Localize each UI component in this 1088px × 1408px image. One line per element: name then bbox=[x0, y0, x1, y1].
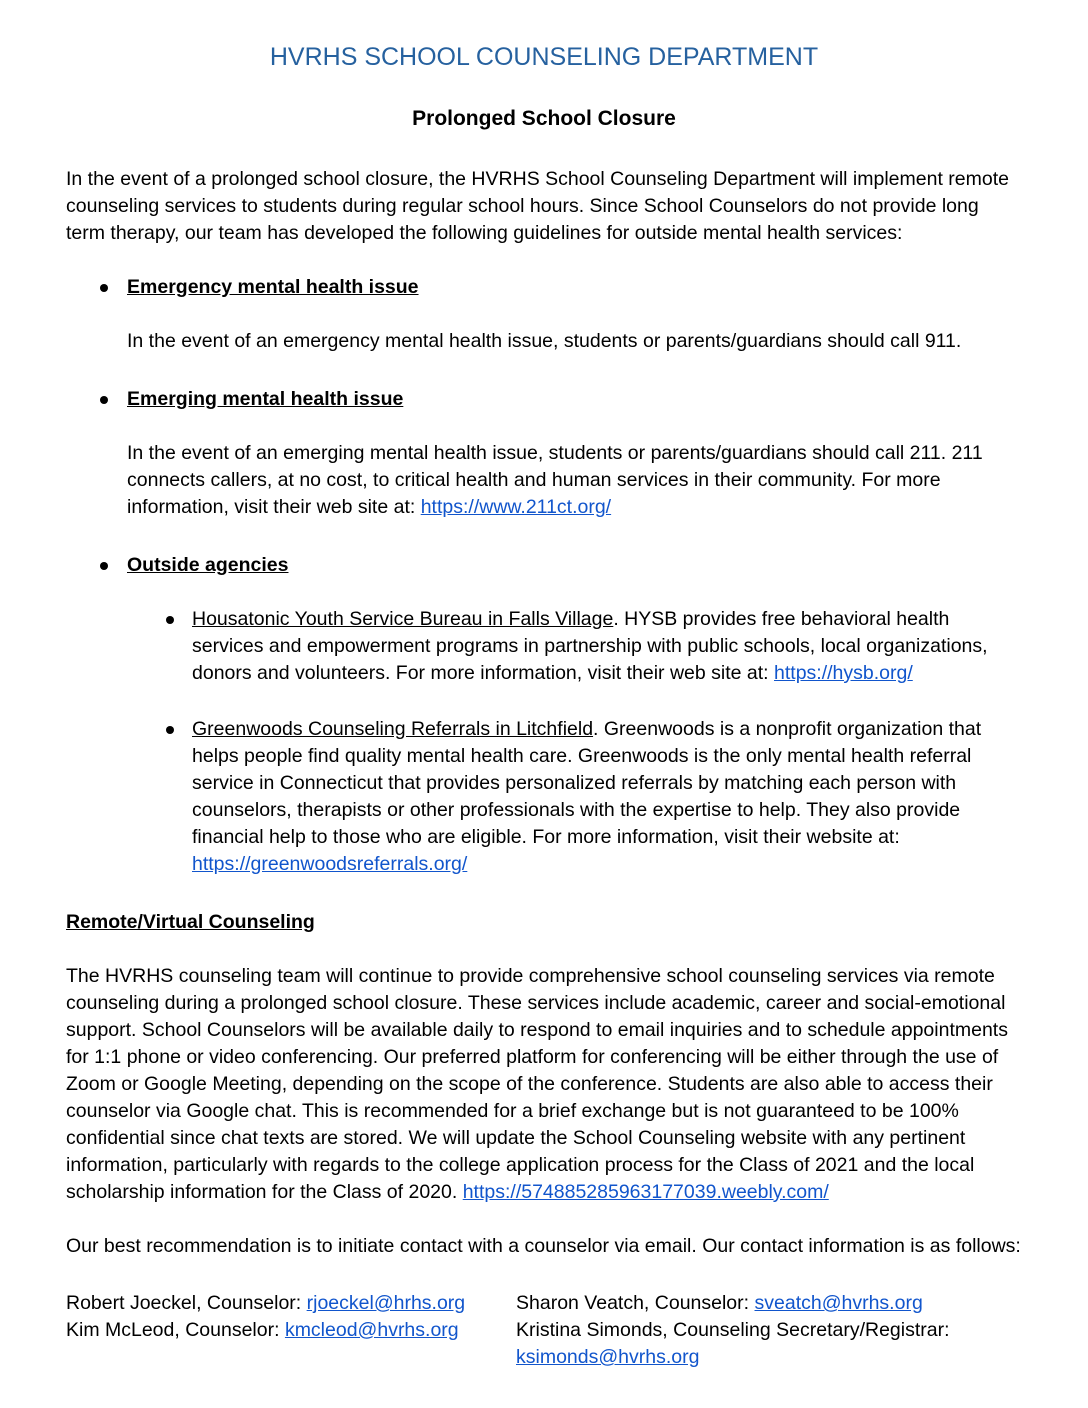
hysb-lead: Housatonic Youth Service Bureau in Falls Village bbox=[192, 608, 614, 630]
hysb-body: . HYSB provides free behavioral health services and empowerment programs in partnership with public schools, local organizations, donors and volunteers. For more information, visit their web site at: bbox=[192, 608, 988, 684]
page-subtitle: Prolonged School Closure bbox=[412, 107, 676, 130]
bullet-heading-outside-agencies: Outside agencies bbox=[127, 554, 289, 576]
contacts-column-right bbox=[516, 1290, 1022, 1371]
email-link-kmcleod[interactable]: kmcleod@hvrhs.org bbox=[284, 1319, 459, 1341]
sub-bullet-greenwoods-paragraph bbox=[192, 716, 1022, 878]
hysb-link[interactable]: https://hysb.org/ bbox=[774, 662, 913, 684]
intro-paragraph: In the event of a prolonged school closure, the HVRHS School Counseling Department will implement remote counseling services to students during regular school hours. Since School Counselors do not provide long term therapy, our team has developed the following guidelines for outside mental health services: bbox=[66, 168, 1009, 244]
sub-bullet-hysb-paragraph bbox=[192, 606, 1022, 687]
bullet-heading-emerging: Emerging mental health issue bbox=[127, 388, 404, 410]
bullet-emergency bbox=[66, 274, 1022, 355]
remote-counseling-paragraph bbox=[66, 963, 1022, 1206]
bullet-dot-icon bbox=[166, 726, 174, 734]
contacts-block bbox=[66, 1290, 1022, 1371]
email-link-sveatch[interactable]: sveatch@hvrhs.org bbox=[754, 1292, 923, 1314]
bullet-dot-icon bbox=[100, 396, 108, 404]
guidelines-list bbox=[66, 274, 1022, 878]
contact-label: Sharon Veatch, Counselor: bbox=[516, 1292, 755, 1314]
contact-sharon-veatch bbox=[516, 1290, 1022, 1317]
remote-counseling-text: The HVRHS counseling team will continue to provide comprehensive school counseling services via remote counseling during a prolonged school closure. These services include academic, career and social-emotional support. School Counselors will be available daily to respond to email inquiries and to schedule appointments for 1:1 phone or video conferencing. Our preferred platform for conferencing will be either through the use of Zoom or Google Meeting, depending on the scope of the conference. Students are also able to access their counselor via Google chat. This is recommended for a brief exchange but is not guaranteed to be 100% confidential since chat texts are stored. We will update the School Counseling website with any pertinent information, particularly with regards to the college application process for the Class of 2021 and the local scholarship information for the Class of 2020. bbox=[66, 965, 1008, 1203]
bullet-emerging bbox=[66, 386, 1022, 521]
contact-label: Kim McLeod, Counselor: bbox=[66, 1319, 285, 1341]
bullet-body-emerging bbox=[127, 440, 1022, 521]
greenwoods-link[interactable]: https://greenwoodsreferrals.org/ bbox=[192, 853, 468, 875]
email-link-rjoeckel[interactable]: rjoeckel@hrhs.org bbox=[306, 1292, 466, 1314]
page-title: HVRHS SCHOOL COUNSELING DEPARTMENT bbox=[269, 43, 819, 71]
contact-robert-joeckel bbox=[66, 1290, 516, 1317]
remote-counseling-heading: Remote/Virtual Counseling bbox=[66, 911, 315, 933]
contact-kim-mcleod bbox=[66, 1317, 516, 1344]
greenwoods-lead: Greenwoods Counseling Referrals in Litchfield bbox=[192, 718, 594, 740]
sub-bullet-greenwoods bbox=[127, 716, 1022, 878]
outside-agencies-sublist bbox=[127, 606, 1022, 878]
bullet-body-emergency: In the event of an emergency mental health issue, students or parents/guardians should call 911. bbox=[127, 330, 962, 352]
sub-bullet-hysb bbox=[127, 606, 1022, 687]
greenwoods-body: . Greenwoods is a nonprofit organization that helps people find quality mental health care. Greenwoods is the only mental health referral service in Connecticut that provides personalized referrals by matching each person with counselors, therapists or other professionals with the expertise to help. They also provide financial help to those who are eligible. For more information, visit their website at: bbox=[192, 718, 982, 848]
recommendation-paragraph: Our best recommendation is to initiate contact with a counselor via email. Our contact information is as follows: bbox=[66, 1235, 1021, 1257]
211ct-link[interactable]: https://www.211ct.org/ bbox=[420, 496, 612, 518]
bullet-body-emerging-text: In the event of an emerging mental health issue, students or parents/guardians should call 211. 211 connects callers, at no cost, to critical health and human services in their community. For more information, visit their web site at: bbox=[127, 442, 983, 518]
bullet-dot-icon bbox=[166, 616, 174, 624]
contacts-column-left bbox=[66, 1290, 516, 1371]
weebly-link[interactable]: https://574885285963177039.weebly.com/ bbox=[462, 1181, 829, 1203]
bullet-heading-emergency: Emergency mental health issue bbox=[127, 276, 419, 298]
contact-kristina-simonds bbox=[516, 1317, 1022, 1371]
contact-label: Robert Joeckel, Counselor: bbox=[66, 1292, 307, 1314]
email-link-ksimonds[interactable]: ksimonds@hvrhs.org bbox=[516, 1346, 700, 1368]
bullet-outside-agencies bbox=[66, 552, 1022, 878]
bullet-dot-icon bbox=[100, 562, 108, 570]
bullet-dot-icon bbox=[100, 284, 108, 292]
contact-label: Kristina Simonds, Counseling Secretary/Registrar: bbox=[516, 1319, 950, 1341]
